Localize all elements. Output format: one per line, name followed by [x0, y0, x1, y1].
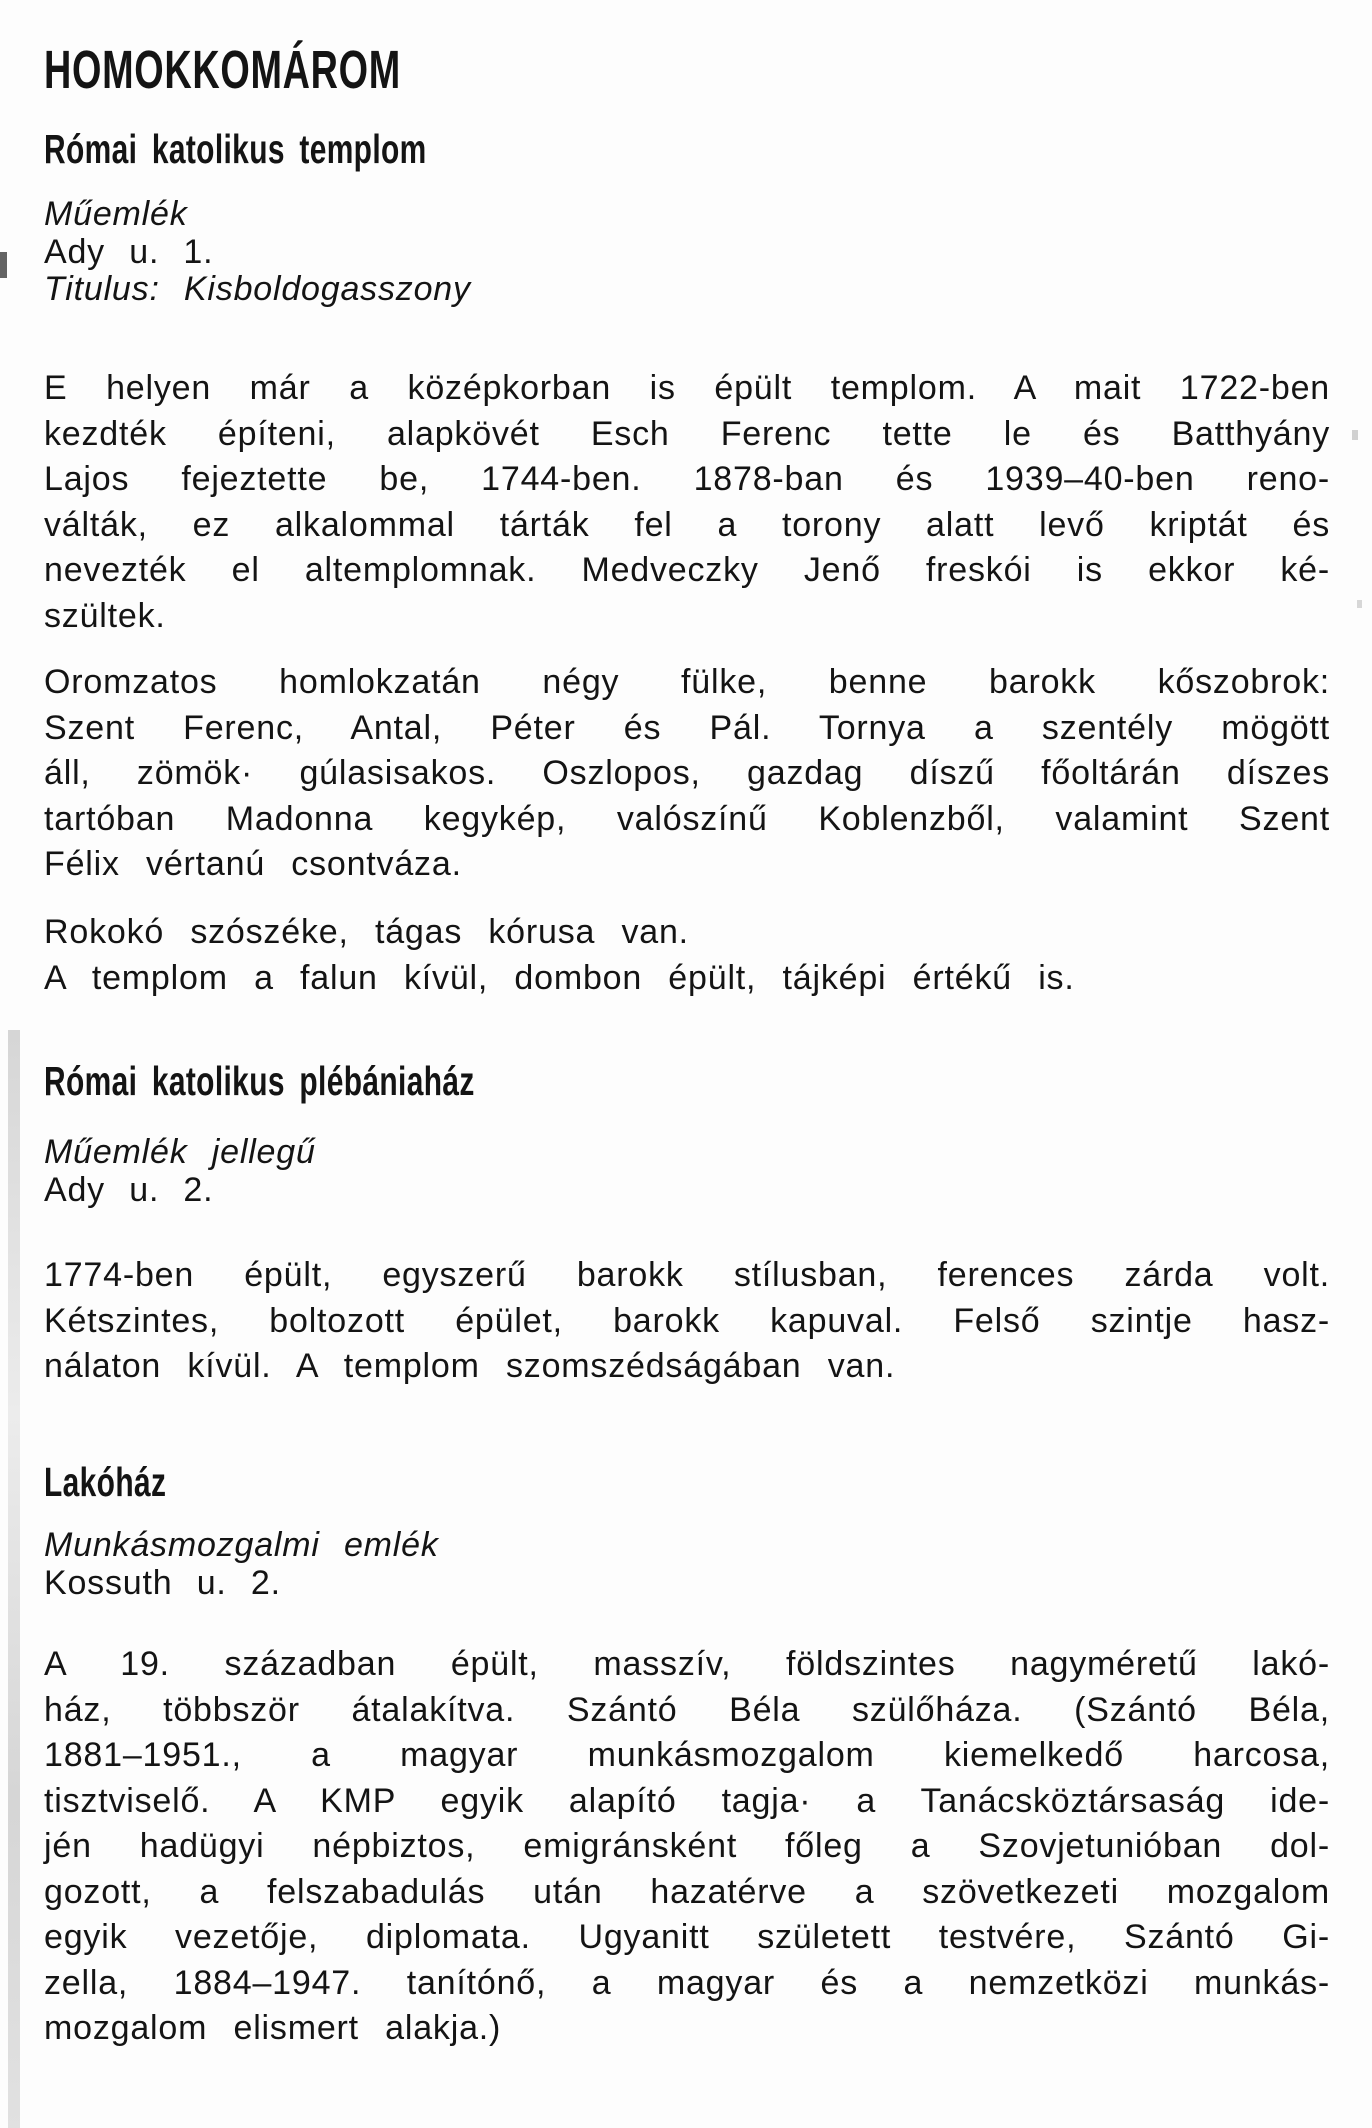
monument-meta-templom — [44, 196, 1330, 309]
text-line: gozott, a felszabadulás után hazatérve a szövetkezeti mozgalom — [44, 1872, 1330, 1911]
text-line: A 19. században épült, masszív, földszintes nagyméretű lakó- — [44, 1645, 1330, 1683]
section-heading-templom: Római katolikus templom — [44, 126, 427, 172]
section-heading-lakohaz: Lakóház — [44, 1459, 167, 1505]
text-line: Rokokó szószéke, tágas kórusa van. — [44, 913, 689, 951]
text-line: zella, 1884–1947. tanítónő, a magyar és a nemzetközi munkás- — [44, 1963, 1330, 2002]
text-line: nevezték el altemplomnak. Medveczky Jenő freskói is ekkor ké- — [44, 551, 1330, 589]
scan-artifact-speck — [1357, 600, 1362, 608]
text-line: válták, ez alkalommal tárták fel a torony alatt levő kriptát és — [44, 505, 1330, 544]
text-line: tisztviselő. A KMP egyik alapító tagja· a Tanácsköztársaság ide- — [44, 1781, 1330, 1820]
paragraph-lakohaz — [44, 1642, 1330, 2052]
text-line: kezdték építeni, alapkövét Esch Ferenc tette le és Batthyány — [44, 414, 1330, 453]
text-line: Oromzatos homlokzatán négy fülke, benne barokk kőszobrok: — [44, 663, 1330, 701]
text-line: 1881–1951., a magyar munkásmozgalom kiemelkedő harcosa, — [44, 1736, 1330, 1774]
text-line: E helyen már a középkorban is épült templom. A mait 1722-ben — [44, 369, 1330, 407]
text-line: mozgalom elismert alakja.) — [44, 2009, 502, 2047]
scan-artifact-speck — [1352, 430, 1358, 440]
text-line: egyik vezetője, diplomata. Ugyanitt született testvére, Szántó Gi- — [44, 1918, 1330, 1956]
paragraph-templom-extras — [44, 910, 1330, 1001]
text-line: ház, többször átalakítva. Szántó Béla szülőháza. (Szántó Béla, — [44, 1690, 1330, 1729]
meta-line-titulus: Titulus: Kisboldogasszony — [44, 270, 471, 308]
text-line: Félix vértanú csontváza. — [44, 845, 462, 883]
meta-line-protection: Munkásmozgalmi emlék — [44, 1526, 439, 1564]
paragraph-templom-description — [44, 660, 1330, 888]
text-line: szültek. — [44, 596, 166, 635]
scan-artifact-edge-mark — [0, 252, 7, 278]
text-line: tartóban Madonna kegykép, valószínű Koblenzből, valamint Szent — [44, 799, 1330, 838]
paragraph-templom-history — [44, 366, 1330, 639]
monument-meta-lakohaz — [44, 1527, 1330, 1602]
paragraph-plebaniahaz — [44, 1253, 1330, 1390]
page-title: HOMOKKOMÁROM — [44, 40, 401, 100]
meta-line-address: Ady u. 1. — [44, 232, 214, 271]
meta-line-protection: Műemlék — [44, 195, 188, 233]
monument-meta-plebaniahaz — [44, 1134, 1330, 1209]
text-line: áll, zömök· gúlasisakos. Oszlopos, gazdag díszű főoltárán díszes — [44, 754, 1330, 792]
meta-line-protection: Műemlék jellegű — [44, 1133, 316, 1171]
text-line: Kétszintes, boltozott épület, barokk kapuval. Felső szintje hasz- — [44, 1301, 1330, 1340]
text-line: Szent Ferenc, Antal, Péter és Pál. Tornya a szentély mögött — [44, 708, 1330, 747]
meta-line-address: Kossuth u. 2. — [44, 1563, 281, 1602]
text-line: 1774-ben épült, egyszerű barokk stílusban, ferences zárda volt. — [44, 1256, 1330, 1294]
meta-line-address: Ady u. 2. — [44, 1170, 214, 1209]
section-heading-plebaniahaz: Római katolikus plébániaház — [44, 1058, 475, 1104]
text-line: A templom a falun kívül, dombon épült, tájképi értékű is. — [44, 958, 1075, 997]
text-line: Lajos fejeztette be, 1744-ben. 1878-ban és 1939–40-ben reno- — [44, 460, 1330, 498]
scan-artifact-left-band — [8, 1030, 20, 2128]
text-line: nálaton kívül. A templom szomszédságában van. — [44, 1347, 896, 1385]
text-line: jén hadügyi népbiztos, emigránsként főleg a Szovjetunióban dol- — [44, 1827, 1330, 1865]
